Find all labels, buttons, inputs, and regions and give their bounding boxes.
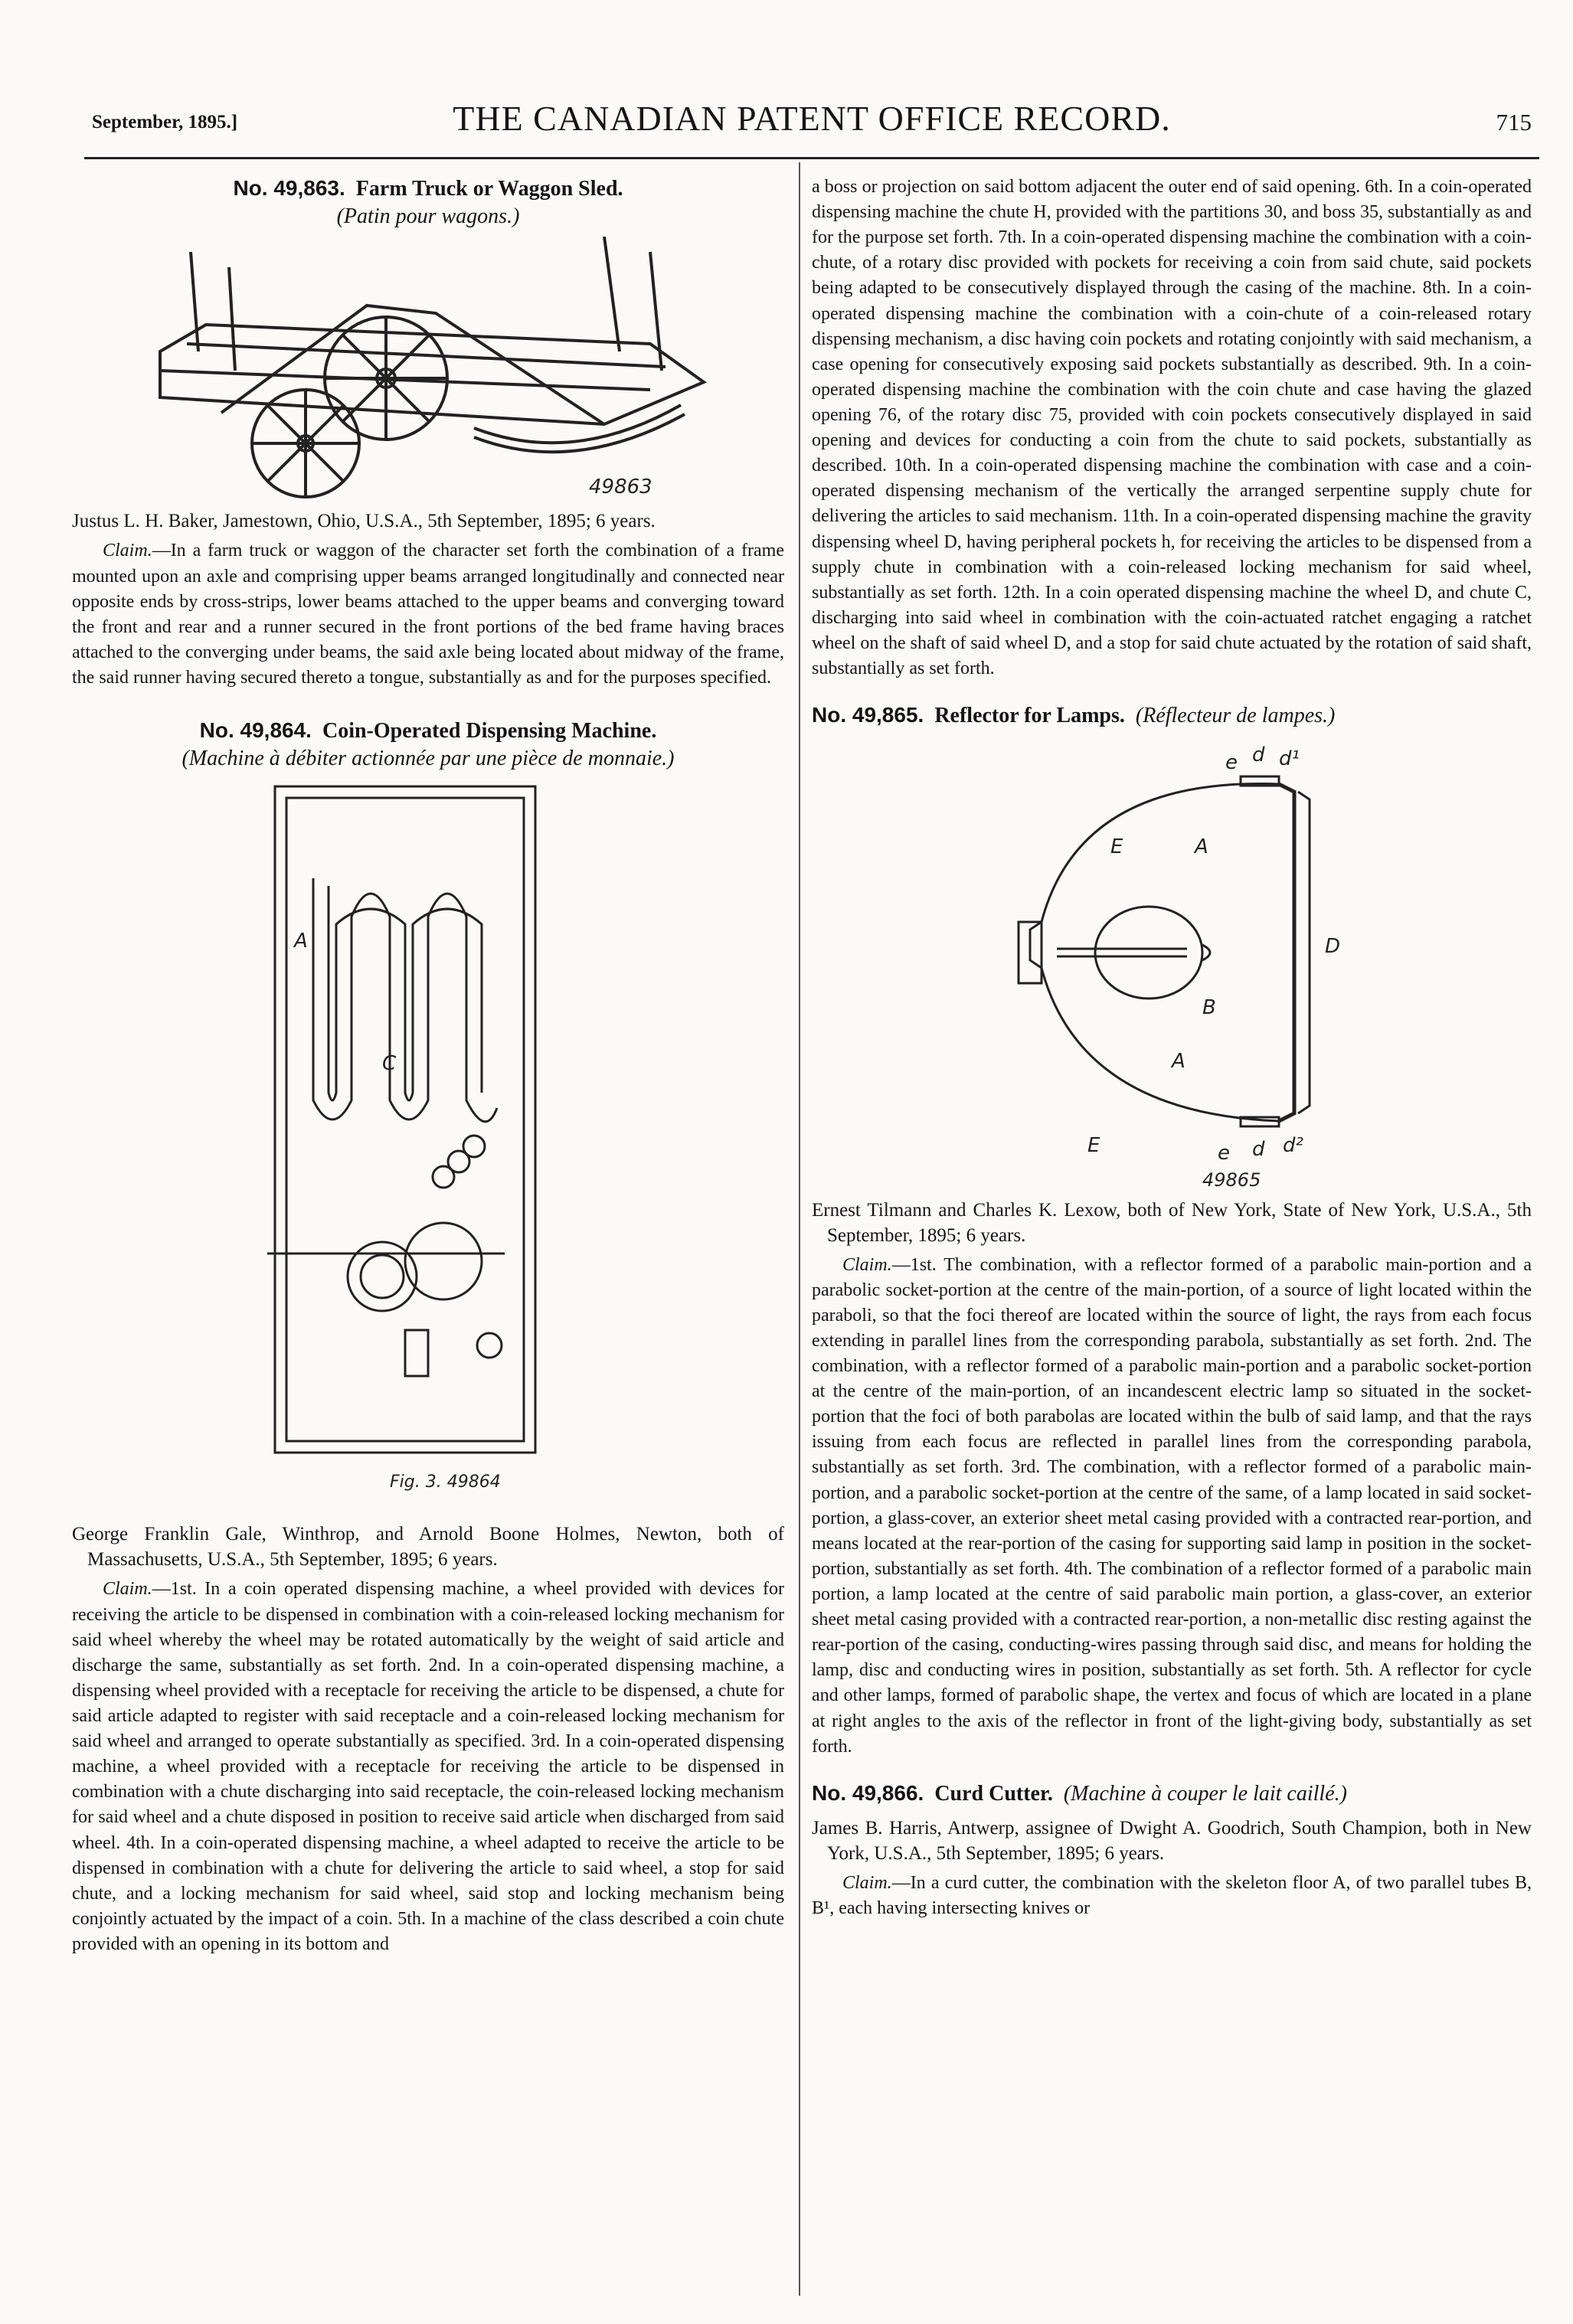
patent-subtitle: (Machine à débiter actionnée par une pièce de monnaie.)	[182, 747, 675, 771]
figure-label: 49863	[589, 476, 652, 499]
claim-continuation: a boss or projection on said bottom adjacent the outer end of said opening. 6th. In a coin-operated dispensing machine the chute H, provided with the partitions 30, and boss 35, substantially as and for the purpose set forth. 7th. In a coin-operated dispensing machine the combination with a coin-chute, of a rotary disc provided with pockets for receiving a coin from said chute, said pockets being adapted to be consecutively displayed through the casing of the machine. 8th. In a coin-operated dispensing machine the combination with a coin-chute of a coin-released rotary dispensing mechanism, a disc having coin pockets and rotating conjointly with said mechanism, a case opening for consecutively exposing said pockets substantially as described. 9th. In a coin-operated dispensing machine the combination with the coin chute and case having the glazed opening 76, of the rotary disc 75, provided with coin pockets consecutively displayed in said opening and devices for conducting a coin from the chute to said pockets, substantially as described. 10th. In a coin-operated dispensing machine the combination with case and a coin-operated dispensing mechanism of the vertically the arranged serpentine supply chute for delivering the articles to said mechanism. 11th. In a coin-operated dispensing machine the gravity dispensing wheel D, having peripheral pockets h, for receiving the articles to be dispensed from a supply chute in combination with a coin-released locking mechanism for said wheel, substantially as set forth. 12th. In a coin operated dispensing machine the wheel D, and chute C, discharging into said wheel in combination with the coin-actuated ratchet engaging a ratchet wheel on the shaft of said wheel D, and a stop for said chute actuated by the rotation of said shaft, substantially as set forth.	[812, 177, 1532, 679]
patent-number: No. 49,866.	[812, 1780, 924, 1805]
header-rule	[84, 157, 1539, 159]
figure-label: 49865	[1202, 1169, 1261, 1190]
left-column	[72, 175, 784, 1957]
patent-heading	[72, 175, 784, 203]
claim-label: Claim.	[103, 1579, 152, 1600]
claim-label: Claim.	[842, 1873, 892, 1894]
label-B: B	[1202, 995, 1216, 1019]
label-A: A	[294, 930, 308, 953]
claim-label: Claim.	[842, 1254, 892, 1275]
patent-49863	[72, 175, 784, 691]
patent-49864	[72, 717, 784, 1957]
patent-number: No. 49,865.	[812, 703, 924, 727]
journal-title: THE CANADIAN PATENT OFFICE RECORD.	[453, 99, 1171, 138]
label-e: e	[1225, 750, 1238, 774]
patent-title: Reflector for Lamps.	[934, 704, 1125, 728]
inventor: George Franklin Gale, Winthrop, and Arnold Boone Holmes, Newton, both of Massachusetts, U.S.A., 5th September, 1895; 6 years.	[72, 1524, 784, 1571]
label-e2: e	[1218, 1141, 1230, 1165]
label-d2: d	[1252, 1137, 1265, 1161]
dispensing-machine-figure	[229, 779, 627, 1514]
claim-text: —In a curd cutter, the combination with the skeleton floor A, of two parallel tubes B, B¹, each having intersecting knives or	[812, 1873, 1532, 1919]
claim	[72, 1577, 784, 1957]
patent-number: No. 49,864.	[199, 718, 312, 743]
figure-label: Fig. 3. 49864	[390, 1473, 501, 1492]
column-divider	[799, 162, 800, 2296]
header-date: September, 1895.]	[92, 112, 238, 132]
label-d3: d²	[1283, 1133, 1303, 1157]
patent-title: Farm Truck or Waggon Sled.	[355, 177, 623, 201]
page-number: 715	[1496, 109, 1532, 136]
patent-49865	[812, 701, 1532, 1760]
claim-label: Claim.	[103, 541, 152, 561]
patent-subtitle: (Patin pour wagons.)	[336, 204, 520, 229]
label-d1: d¹	[1279, 747, 1300, 770]
claim-text: —In a farm truck or waggon of the character set forth the combination of a frame mounted upon an axle and comprising upper beams arranged longitudinally and connected near opposite ends by cross-strips, lower beams attached to the upper beams and converging toward the front and rear and a runner secured in the front portions of the bed frame having braces attached to the converging under beams, the said axle being located about midway of the frame, the said runner having secured thereto a tongue, substantially as and for the purposes specified.	[72, 541, 784, 688]
patent-subtitle: (Machine à couper le lait caillé.)	[1063, 1781, 1347, 1806]
label-E: E	[1110, 835, 1123, 858]
patent-subtitle: (Réflecteur de lampes.)	[1135, 704, 1336, 728]
inventor: Ernest Tilmann and Charles K. Lexow, both of New York, State of New York, U.S.A., 5th September, 1895; 6 years.	[812, 1199, 1532, 1246]
label-A: A	[1195, 835, 1208, 858]
patent-heading	[72, 717, 784, 745]
label-E2: E	[1087, 1133, 1100, 1157]
patent-title: Coin-Operated Dispensing Machine.	[322, 719, 657, 744]
inventor: James B. Harris, Antwerp, assignee of Dwight A. Goodrich, South Champion, both in New York, U.S.A., 5th September, 1895; 6 years.	[812, 1818, 1532, 1865]
right-column	[812, 175, 1532, 1921]
patent-title: Curd Cutter.	[934, 1781, 1053, 1806]
patent-heading	[812, 1780, 1532, 1808]
inventor: Justus L. H. Baker, Jamestown, Ohio, U.S.A., 5th September, 1895; 6 years.	[72, 511, 656, 532]
claim	[812, 1253, 1532, 1760]
claim	[72, 538, 784, 691]
patent-heading	[812, 701, 1532, 730]
claim-text: —1st. In a coin operated dispensing machine, a wheel provided with devices for receiving the article to be dispensed in combination with a coin-released locking mechanism for said wheel whereby the wheel may be rotated automatically by the weight of said article and discharge the same, substantially as set forth. 2nd. In a coin-operated dispensing machine, a dispensing wheel provided with a receptacle for receiving the article to be dispensed, a chute for said article adapted to register with said receptacle and a coin-released locking mechanism for said wheel and arranged to operate substantially as specified. 3rd. In a coin-operated dispensing machine, a wheel provided with a receptacle for receiving the article to be dispensed in combination with a chute discharging into said receptacle, the coin-released locking mechanism for said wheel and a chute disposed in position to receive said article when discharged from said wheel. 4th. In a coin-operated dispensing machine, a wheel adapted to receive the article to be dispensed in combination with a chute for delivering the article to said wheel, a stop for said chute, and a locking mechanism for said wheel, said stop and locking mechanism being conjointly actuated by the impact of a coin. 5th. In a machine of the class described a coin chute provided with an opening in its bottom and	[72, 1579, 784, 1954]
claim	[812, 1871, 1532, 1921]
farm-truck-figure	[114, 237, 742, 501]
label-A2: A	[1172, 1049, 1185, 1073]
label-d: d	[1252, 743, 1265, 766]
patent-49866	[812, 1780, 1532, 1922]
label-C: C	[382, 1052, 397, 1076]
claim-text: —1st. The combination, with a reflector formed of a parabolic main-portion and a parabolic socket-portion at the centre of the main-portion, of a source of light located within the paraboli, so that the foci thereof are located within the source of light, the rays from each focus extending in parallel lines from the corresponding parabola, substantially as set forth. 2nd. The combination, with a reflector formed of a parabolic main-portion and a parabolic socket-portion at the centre of the main-portion, of an incandescent electric lamp so situated in the socket-portion that the foci of both parabolas are located within the bulb of said lamp, and that the rays issuing from each focus are reflected in parallel lines from the corresponding parabola, substantially as set forth. 3rd. The combination, with a reflector formed of a parabolic main-portion, and a parabolic socket-portion at the centre of the same, of a lamp located in said socket-portion, a glass-cover, an exterior sheet metal casing provided with a contracted rear-portion, and means located at the rear-portion of the casing for supporting said lamp in position in the socket-portion, substantially as set forth. 4th. The combination of a reflector formed of a parabolic main portion, a lamp located at the centre of said parabolic main portion, a glass-cover, an exterior sheet metal casing provided with a contracted rear-portion, a non-metallic disc resting against the rear-portion of the casing, conducting-wires passing through said disc, and means for holding the lamp, disc and conducting wires in position, substantially as set forth. 5th. A reflector for cycle and other lamps, formed of parabolic shape, the vertex and focus of which are located in a plane at right angles to the axis of the reflector in front of the light-giving body, substantially as set forth.	[812, 1254, 1532, 1757]
label-D: D	[1325, 934, 1341, 958]
page-header	[92, 93, 1532, 147]
reflector-figure	[988, 731, 1356, 1190]
patent-number: No. 49,863.	[233, 176, 345, 200]
